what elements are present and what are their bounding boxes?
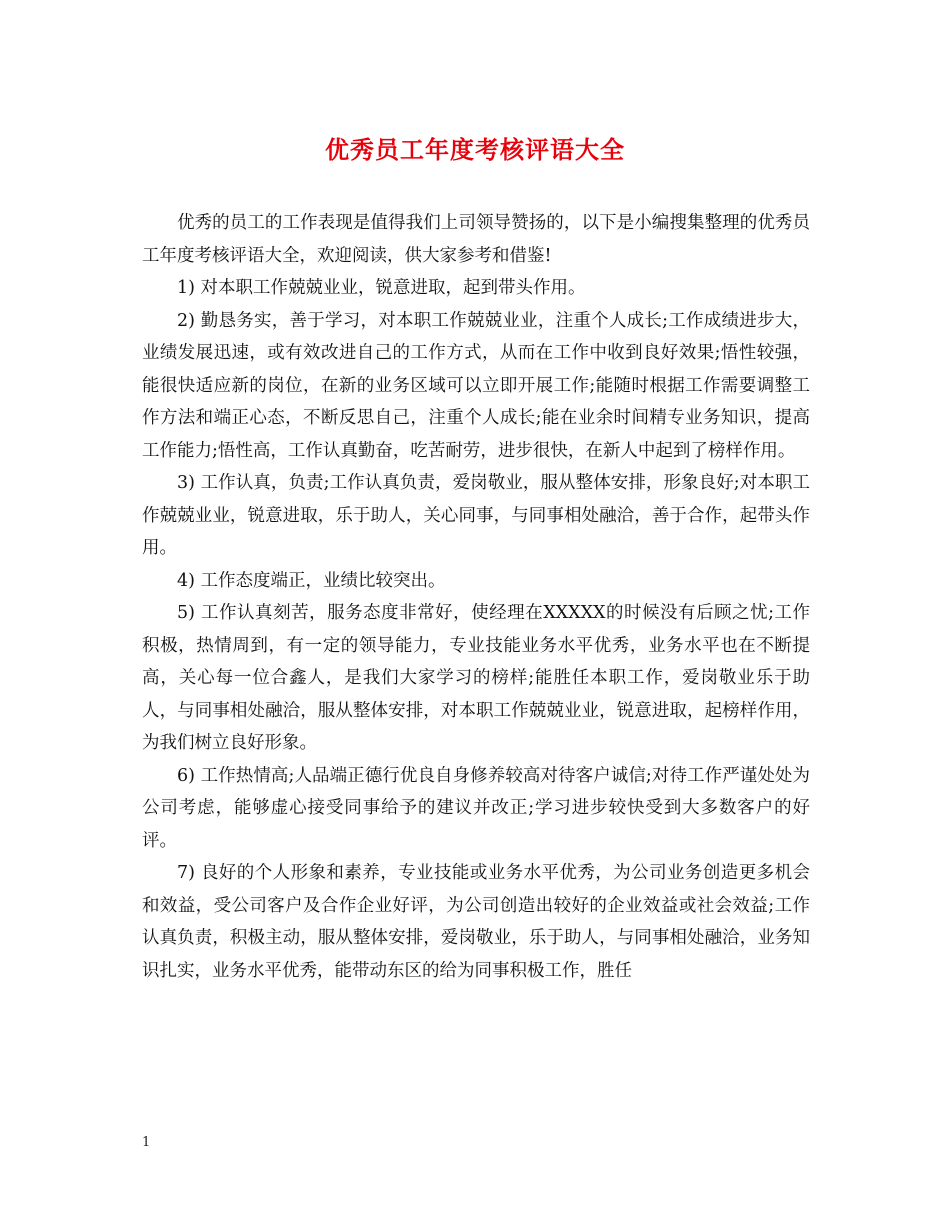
comment-item-7: 7) 良好的个人形象和素养，专业技能或业务水平优秀，为公司业务创造更多机会和效益，受公司客户及合作企业好评，为公司创造出较好的企业效益或社会效益;工作认真负责，积极主动，服从整体安排，爱岗敬业，乐于助人，与同事相处融洽，业务知识扎实，业务水平优秀，能带动东区的给为同事积极工作，胜任 xyxy=(142,863,810,981)
intro-paragraph: 优秀的员工的工作表现是值得我们上司领导赞扬的，以下是小编搜集整理的优秀员工年度考核评语大全，欢迎阅读，供大家参考和借鉴! xyxy=(142,213,810,266)
comment-item-5: 5) 工作认真刻苦，服务态度非常好，使经理在XXXXX的时候没有后顾之忧;工作积极，热情周到，有一定的领导能力，专业技能业务水平优秀，业务水平也在不断提高，关心每一位合鑫人，是我们大家学习的榜样;能胜任本职工作，爱岗敬业乐于助人，与同事相处融洽，服从整体安排，对本职工作兢兢业业，锐意进取，起榜样作用，为我们树立良好形象。 xyxy=(142,603,810,753)
comment-item-4: 4) 工作态度端正，业绩比较突出。 xyxy=(177,570,446,591)
comment-item-6: 6) 工作热情高;人品端正德行优良自身修养较高对待客户诚信;对待工作严谨处处为公司考虑，能够虚心接受同事给予的建议并改正;学习进步较快受到大多数客户的好评。 xyxy=(142,765,810,851)
document-body xyxy=(142,207,810,987)
comment-item-3: 3) 工作认真，负责;工作认真负责，爱岗敬业，服从整体安排，形象良好;对本职工作兢兢业业，锐意进取，乐于助人，关心同事，与同事相处融洽，善于合作，起带头作用。 xyxy=(142,473,810,558)
comment-item-1: 1) 对本职工作兢兢业业，锐意进取，起到带头作用。 xyxy=(177,278,586,298)
page-number: 1 xyxy=(142,1135,151,1150)
comment-item-2: 2) 勤恳务实，善于学习，对本职工作兢兢业业，注重个人成长;工作成绩进步大，业绩发展迅速，或有效改进自己的工作方式，从而在工作中收到良好效果;悟性较强，能很快适应新的岗位，在新的业务区域可以立即开展工作;能随时根据工作需要调整工作方法和端正心态，不断反思自己，注重个人成长;能在业余时间精专业务知识，提高工作能力;悟性高，工作认真勤奋，吃苦耐劳，进步很快，在新人中起到了榜样作用。 xyxy=(142,310,810,461)
document-title: 优秀员工年度考核评语大全 xyxy=(325,135,625,164)
